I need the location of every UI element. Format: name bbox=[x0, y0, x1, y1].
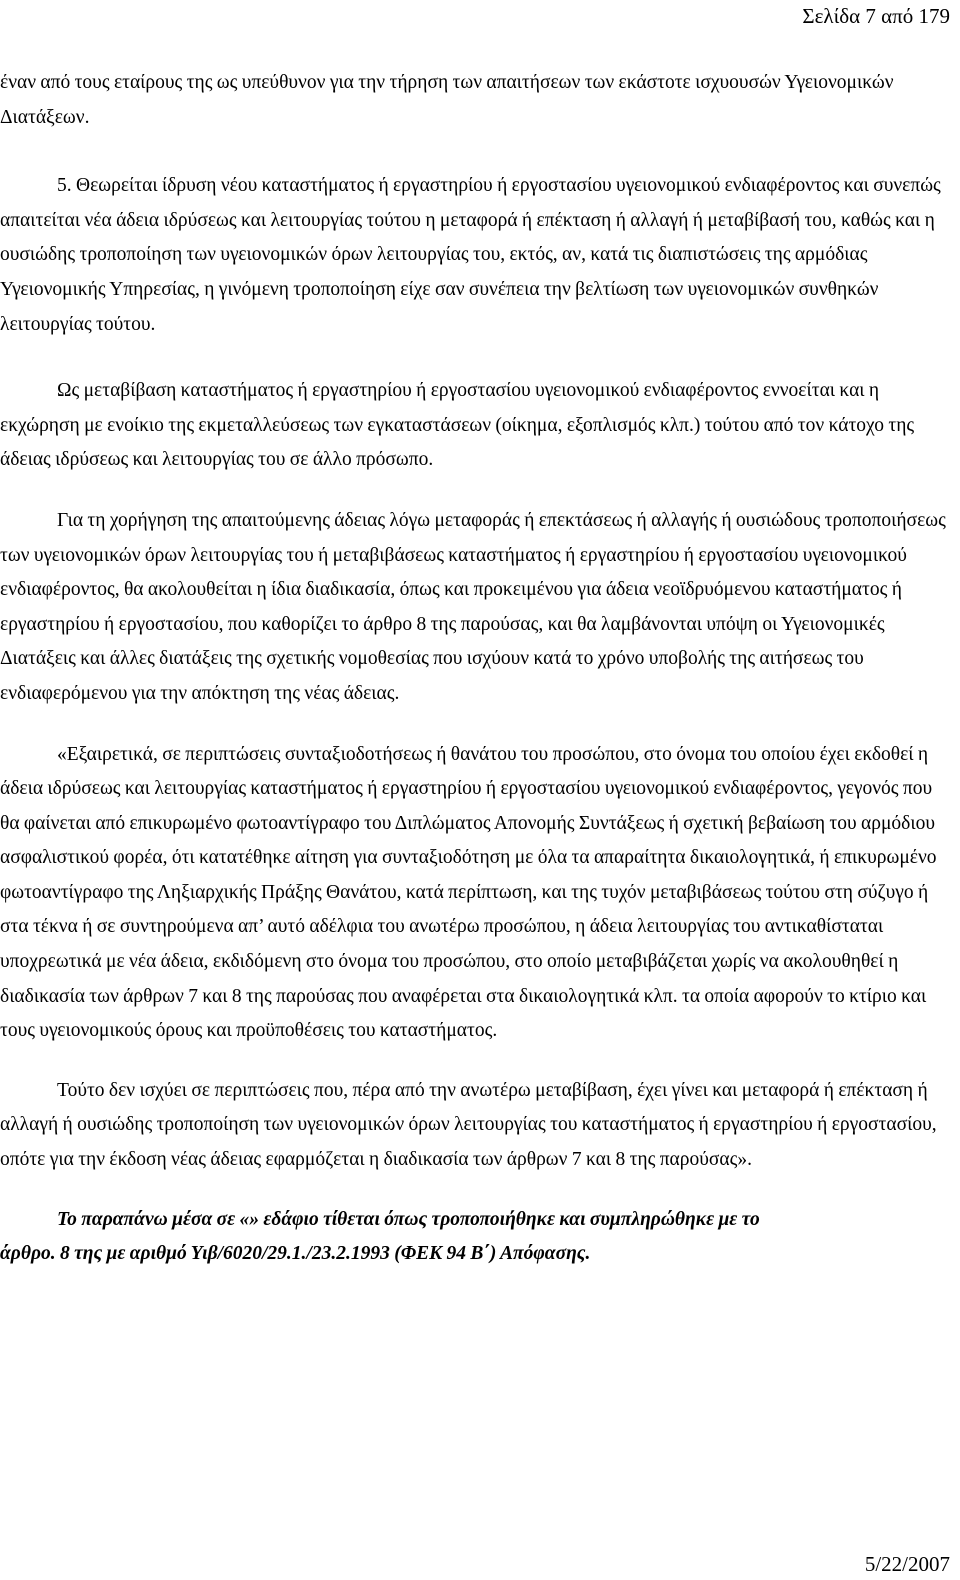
date-footer: 5/22/2007 bbox=[864, 1552, 950, 1576]
paragraph-transfer-definition: Ως μεταβίβαση καταστήματος ή εργαστηρίου ή εργοστασίου υγειονομικού ενδιαφέροντος εννοείται και η εκχώρηση με ενοίκιο της εκμεταλλεύσεως των εγκαταστάσεων (οίκημα, εξοπλισμός κλπ.) τούτου από τον κάτοχο της άδειας ιδρύσεως και λειτουργίας του σε άλλο πρόσωπο. bbox=[0, 380, 915, 471]
amendment-note-line-2: άρθρο. 8 της με αριθμό Υιβ/6020/29.1./23.2.1993 (ΦΕΚ 94 Β΄) Απόφασης. bbox=[0, 1243, 591, 1265]
paragraph-continuation: έναν από τους εταίρους της ως υπεύθυνον για την τήρηση των απαιτήσεων των εκάστοτε ισχυουσών Υγειονομικών Διατάξεων. bbox=[0, 72, 894, 128]
amendment-note-line-1: Το παραπάνω μέσα σε «» εδάφιο τίθεται όπως τροποποιήθηκε και συμπληρώθηκε με το bbox=[57, 1208, 760, 1230]
amendment-note bbox=[0, 1203, 948, 1272]
paragraph-item-5: 5. Θεωρείται ίδρυση νέου καταστήματος ή εργαστηρίου ή εργοστασίου υγειονομικού ενδιαφέροντος και συνεπώς απαιτείται νέα άδεια ιδρύσεως και λειτουργίας τούτου η μεταφορά ή επέκταση ή αλλαγή ή μεταβίβασή του, καθώς και η ουσιώδης τροποποίηση των υγειονομικών όρων λειτουργίας του, εκτός, αν, κατά τις διαπιστώσεις της αρμόδιας Υγειονομικής Υπηρεσίας, η γινόμενη τροποποίηση είχε σαν συνέπεια την βελτίωση των υγειονομικών συνθηκών λειτουργίας τούτου. bbox=[0, 175, 941, 335]
document-body bbox=[0, 66, 948, 1272]
page-number-header: Σελίδα 7 από 179 bbox=[802, 4, 950, 28]
paragraph-exception: «Εξαιρετικά, σε περιπτώσεις συνταξιοδοτήσεως ή θανάτου του προσώπου, στο όνομα του οποίου έχει εκδοθεί η άδεια ιδρύσεως και λειτουργίας καταστήματος ή εργαστηρίου ή εργοστασίου υγειονομικού ενδιαφέροντος, γεγονός που θα φαίνεται από επικυρωμένο φωτοαντίγραφο του Διπλώματος Απονομής Συντάξεως ή σχετική βεβαίωση του αρμόδιου ασφαλιστικού φορέα, ότι κατατέθηκε αίτηση για συνταξιοδότηση με όλα τα απαραίτητα δικαιολογητικά, ή επικυρωμένο φωτοαντίγραφο της Ληξιαρχικής Πράξης Θανάτου, κατά περίπτωση, και της τυχόν μεταβιβάσεως τούτου στη σύζυγο ή στα τέκνα ή σε συντηρούμενα απ’ αυτό αδέλφια του ανωτέρω προσώπου, η άδεια λειτουργίας του αντικαθίσταται υποχρεωτικά με νέα άδεια, εκδιδόμενη στο όνομα του προσώπου, στο οποίο μεταβιβάζεται χωρίς να ακολουθηθεί η διαδικασία των άρθρων 7 και 8 της παρούσας που αναφέρεται στα δικαιολογητικά κλπ. τα οποία αφορούν το κτίριο και τους υγειονομικούς όρους και προϋποθέσεις του καταστήματος. bbox=[0, 743, 937, 1042]
paragraph-exception-limit: Τούτο δεν ισχύει σε περιπτώσεις που, πέρα από την ανωτέρω μεταβίβαση, έχει γίνει και μεταφορά ή επέκταση ή αλλαγή ή ουσιώδης τροποποίηση των υγειονομικών όρων λειτουργίας του καταστήματος ή εργαστηρίου ή εργοστασίου, οπότε για την έκδοση νέας άδειας εφαρμόζεται η διαδικασία των άρθρων 7 και 8 της παρούσας». bbox=[0, 1079, 937, 1171]
paragraph-license-procedure: Για τη χορήγηση της απαιτούμενης άδειας λόγω μεταφοράς ή επεκτάσεως ή αλλαγής ή ουσιώδους τροποποιήσεως των υγειονομικών όρων λειτουργίας του ή μεταβιβάσεως καταστήματος ή εργαστηρίου ή εργοστασίου υγειονομικού ενδιαφέροντος, θα ακολουθείται η ίδια διαδικασία, όπως και προκειμένου για άδεια νεοϊδρυόμενου καταστήματος ή εργαστηρίου ή εργοστασίου, που καθορίζει το άρθρο 8 της παρούσας, και θα λαμβάνονται υπόψη οι Υγειονομικές Διατάξεις και άλλες διατάξεις της σχετικής νομοθεσίας που ισχύουν κατά το χρόνο υποβολής της αιτήσεως του ενδιαφερόμενου για την απόκτηση της νέας άδειας. bbox=[0, 509, 946, 704]
